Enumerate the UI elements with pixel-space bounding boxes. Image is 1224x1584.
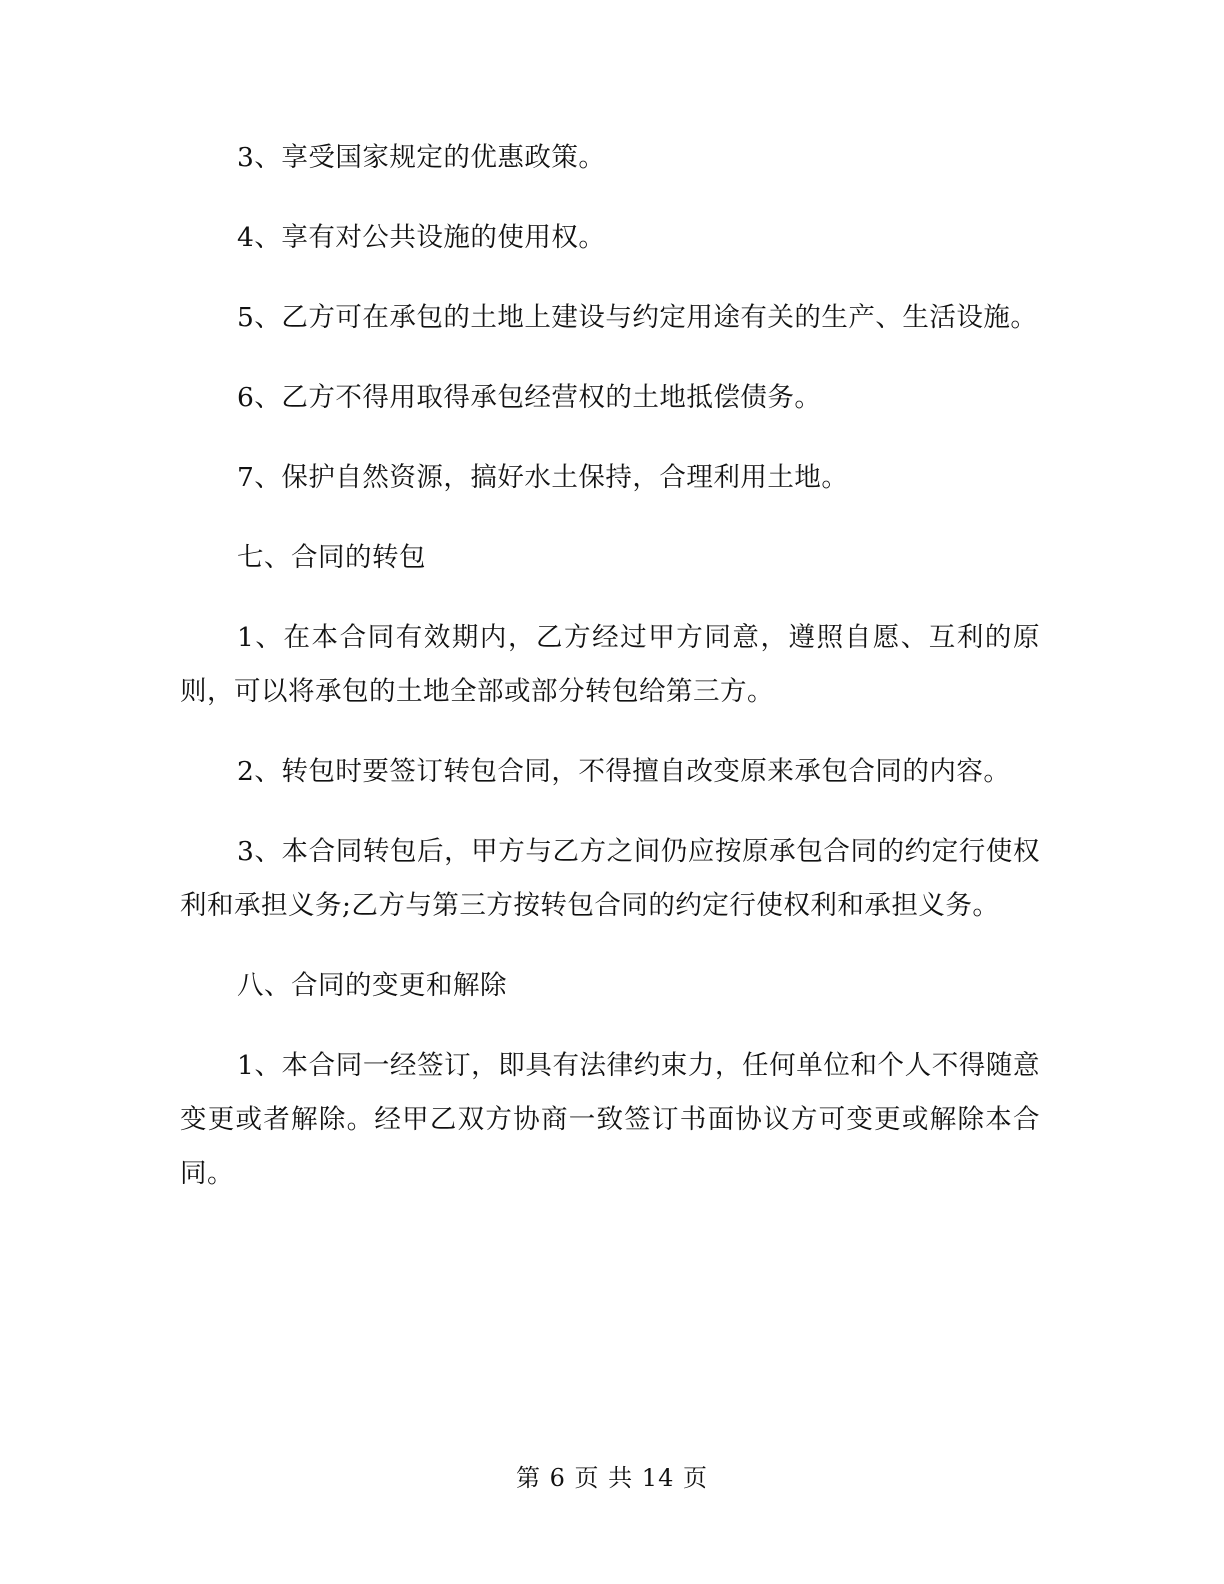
clause-paragraph: 5、乙方可在承包的土地上建设与约定用途有关的生产、生活设施。 <box>237 302 1038 333</box>
clause-paragraph: 3、本合同转包后，甲方与乙方之间仍应按原承包合同的约定行使权利和承担义务;乙方与第三方按转包合同的约定行使权利和承担义务。 <box>180 836 1040 921</box>
clause-paragraph: 1、本合同一经签订，即具有法律约束力，任何单位和个人不得随意变更或者解除。经甲乙双方协商一致签订书面协议方可变更或解除本合同。 <box>180 1050 1040 1189</box>
clause-paragraph: 4、享有对公共设施的使用权。 <box>237 222 606 253</box>
clause-paragraph: 3、享受国家规定的优惠政策。 <box>237 142 606 173</box>
clause-paragraph: 1、在本合同有效期内，乙方经过甲方同意，遵照自愿、互利的原则，可以将承包的土地全部或部分转包给第三方。 <box>180 622 1040 707</box>
clause-paragraph: 2、转包时要签订转包合同，不得擅自改变原来承包合同的内容。 <box>237 756 1011 787</box>
clause-paragraph: 6、乙方不得用取得承包经营权的土地抵偿债务。 <box>237 382 822 413</box>
section-heading: 七、合同的转包 <box>237 542 426 573</box>
section-heading: 八、合同的变更和解除 <box>237 970 507 1001</box>
page-number-footer: 第 6 页 共 14 页 <box>516 1464 708 1492</box>
clause-paragraph: 7、保护自然资源，搞好水土保持，合理利用土地。 <box>237 462 849 493</box>
document-body <box>180 131 1040 1201</box>
